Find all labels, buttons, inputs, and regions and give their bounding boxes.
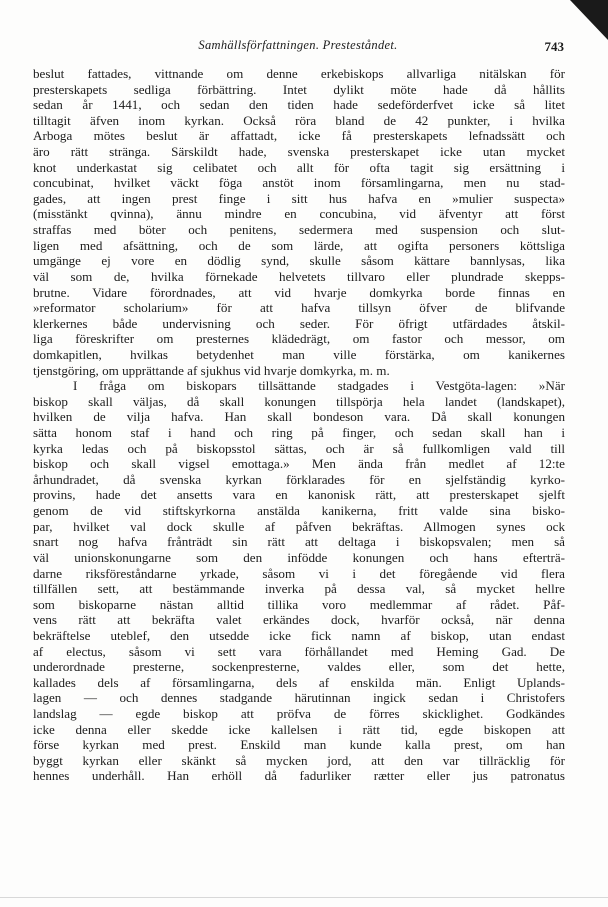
text-line: väl som de, hvilka förnekade helvetets tillvaro eller plundrade skepps- [33, 268, 565, 284]
text-line: beslut fattades, vittnande om denne erkebiskops allvarliga nitälskan för [33, 66, 565, 81]
text-line: underordnade presterne, sockenpresterne, valdes eller, som det hette, [33, 659, 565, 675]
body-text [33, 66, 565, 784]
paragraph-start-line: I fråga om biskopars tillsättande stadgades i Vestgöta-lagen: »När [73, 378, 565, 394]
text-line: provins, hade det ansetts vara en kanonisk rätt, att presterskapet sjelft [33, 487, 565, 503]
paragraph-end-line: tjenstgöring, om upprättande af sjukhus vid hvarje domkyrka, m. m. [33, 362, 390, 378]
text-line: snart nog hafva frånträdt sin rätt att deltaga i biskopsvalen; men så [33, 534, 565, 550]
text-line: århundradet, då svenska kyrkan förklarades för en sjelfständig kyrko- [33, 471, 565, 487]
text-line: äro rätt stränga. Särskildt hade, svenska presterskapet icke utan mycket [33, 144, 565, 160]
text-line: sedan år 1441, och sedan den tiden hade sedeförderfvet icke så litet [33, 97, 565, 113]
text-line: bekräftelse uteblef, den utsedde icke fick namn af biskop, utan endast [33, 627, 565, 643]
text-line: (misstänkt qvinna), ännu mindre en concubina, vid äfventyr att först [33, 206, 565, 222]
text-line: darne riksföreståndarne yrkade, såsom vi i det föregående vid flera [33, 565, 565, 581]
text-line: ligen med afsättning, och de som lärde, att ogifta personers köttsliga [33, 237, 565, 253]
text-line: byggt kyrkan eller skänkt så mycken jord, att den var tillräcklig för [33, 752, 565, 768]
text-line: concubinat, hvilket väckt föga anstöt inom församlingarna, men nu stad- [33, 175, 565, 191]
text-line: väl unionskonungarne som den infödde konungen och hans efterträ- [33, 549, 565, 565]
page-header [32, 38, 564, 58]
text-line: som biskoparne nästan alltid tillika voro medlemmar af rådet. Påf- [33, 596, 565, 612]
text-line: hennes underhåll. Han erhöll då fadurliker rætter eller jus patronatus [33, 768, 565, 784]
text-line: domkapitlen, hvilkas betydenhet man ville förstärka, om kanikernes [33, 346, 565, 362]
text-line: biskop skall väljas, då skall konungen tillspörja hela landet (landskapet), [33, 393, 565, 409]
text-line: knot underkastat sig celibatet och allt för ofta tagit sig ersättning i [33, 159, 565, 175]
text-line: sätta honom staf i hand och ring på finger, och sedan skall han i [33, 425, 565, 441]
running-title: Samhällsförfattningen. Presteståndet. [198, 38, 398, 52]
text-line: icke denna eller skedde icke kallelsen i rätt tid, egde biskopen att [33, 721, 565, 737]
text-line: umgänge ej vore en dödlig synd, skulle såsom kättare bannlysas, lika [33, 253, 565, 269]
page-bottom-edge [0, 897, 608, 898]
page-corner-fold [570, 0, 608, 40]
text-line: af electus, såsom vi sett vara förhållandet med Heming Gad. De [33, 643, 565, 659]
text-line: liga föreskrifter om presternes klädedrägt, om fastor och messor, om [33, 331, 565, 347]
text-line: gades, att ingen prest finge i sitt hus hafva en »mulier suspecta» [33, 190, 565, 206]
text-line: straffas med böter och penitens, sedermera med suspension och slut- [33, 222, 565, 238]
text-line: presterskapets sedliga förbättring. Intet dylikt möte hade då hållits [33, 81, 565, 97]
text-line: lagen — och dennes stadgande härutinnan ingick sedan i Christofers [33, 690, 565, 706]
text-line: kallades dels af församlingarna, dels af enskilda män. Enligt Uplands- [33, 674, 565, 690]
text-line: tilltagit äfven inom kyrkan. Också röra bland de 42 punkter, i hvilka [33, 112, 565, 128]
text-line: biskop och skall vigsel emottaga.» Men ända från medlet af 12:te [33, 456, 565, 472]
text-line: genom de vid stiftskyrkorna anstälda kanikerna, fritt valde sina bisko- [33, 503, 565, 519]
text-line: »reformator scholarium» för att hafva tillsyn öfver de blifvande [33, 300, 565, 316]
page-number: 743 [544, 39, 564, 54]
text-line: Arboga mötes beslut är affattadt, icke få presterskapets lefnadssätt och [33, 128, 565, 144]
text-line: förse kyrkan med prest. Enskild man kunde kalla prest, om han [33, 737, 565, 753]
text-line: brutne. Vidare förordnades, att vid hvarje domkyrka borde finnas en [33, 284, 565, 300]
text-line: klerkernes både undervisning och seder. För öfrigt utfärdades åtskil- [33, 315, 565, 331]
text-line: par, hvilket val dock skulle af påfven bekräftas. Allmogen synes ock [33, 518, 565, 534]
text-line: vens rätt att bekräfta valet erkändes dock, hvarför också, när denna [33, 612, 565, 628]
text-line: kyrka ledas och på biskopsstol sättas, och är så fullkomligen vald till [33, 440, 565, 456]
text-line: landslag — egde biskop att pröfva de förres skicklighet. Godkändes [33, 705, 565, 721]
text-line: hvilken de vilja hafva. Han skall bondeson vara. Då skall konungen [33, 409, 565, 425]
text-line: tillfällen sett, att bestämmande inverka på dessa val, så mycket hellre [33, 581, 565, 597]
